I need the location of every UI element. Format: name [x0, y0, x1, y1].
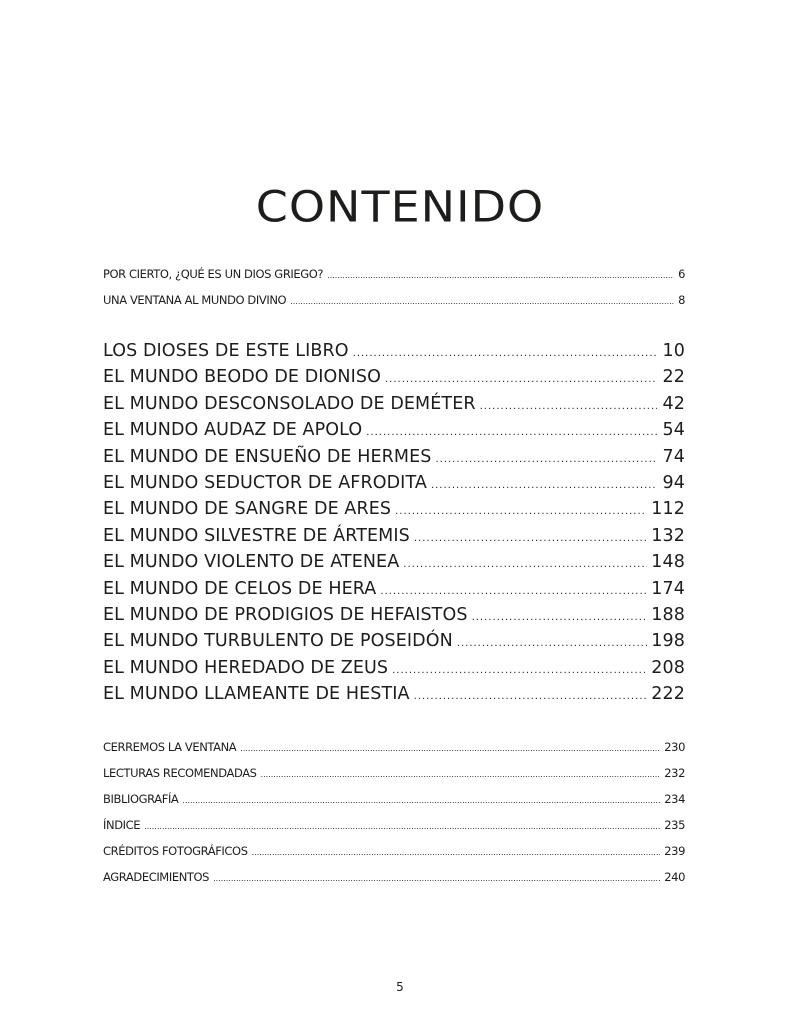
toc-entry-title: EL MUNDO DE ENSUEÑO DE HERMES — [103, 446, 432, 467]
toc-entry-page: 10 — [662, 341, 685, 361]
dot-leader — [395, 499, 647, 525]
dot-leader — [290, 289, 674, 315]
toc-entry-title: EL MUNDO LLAMEANTE DE HESTIA — [103, 684, 410, 705]
toc-entry-page: 6 — [678, 267, 685, 281]
toc-entry-page: 8 — [678, 293, 685, 307]
toc-entry — [103, 523, 685, 549]
toc-entry-title: EL MUNDO VIOLENTO DE ATENEA — [103, 552, 400, 573]
toc-entry-title: AGRADECIMIENTOS — [103, 870, 210, 884]
toc-entry — [103, 496, 685, 522]
toc-entry-title: LECTURAS RECOMENDADAS — [103, 766, 257, 780]
dot-leader — [213, 866, 660, 892]
toc-entry — [103, 364, 685, 390]
toc-entry — [103, 261, 685, 287]
toc-entry — [103, 786, 685, 812]
toc-entry-title: EL MUNDO HEREDADO DE ZEUS — [103, 657, 389, 678]
toc-entry-page: 234 — [664, 792, 685, 806]
dot-leader — [392, 658, 647, 684]
toc-entry-page: 74 — [662, 446, 685, 467]
dot-leader — [403, 552, 647, 578]
dot-leader — [182, 788, 660, 814]
dot-leader — [353, 341, 657, 367]
toc-entry — [103, 812, 685, 838]
toc-entry-title: ÍNDICE — [103, 818, 141, 832]
toc-entry-title: EL MUNDO DE PRODIGIOS DE HEFAISTOS — [103, 604, 468, 625]
toc-entry-title: CERREMOS LA VENTANA — [103, 740, 237, 754]
toc-entry-title: EL MUNDO AUDAZ DE APOLO — [103, 420, 363, 441]
dot-leader — [480, 394, 657, 420]
toc-entry — [103, 734, 685, 760]
dot-leader — [431, 473, 657, 499]
toc-entry — [103, 549, 685, 575]
toc-entry-title: UNA VENTANA AL MUNDO DIVINO — [103, 293, 287, 307]
toc-entry-page: 54 — [662, 420, 685, 441]
toc-entry-title: POR CIERTO, ¿QUÉ ES UN DIOS GRIEGO? — [103, 267, 324, 281]
dot-leader — [261, 762, 661, 788]
toc-entry — [103, 864, 685, 890]
page-number: 5 — [396, 980, 404, 994]
dot-leader — [457, 631, 648, 657]
toc-entry — [103, 760, 685, 786]
toc-entry-title: EL MUNDO SILVESTRE DE ÁRTEMIS — [103, 525, 410, 546]
toc-entry — [103, 444, 685, 470]
toc-entry-page: 132 — [651, 525, 685, 546]
toc-main-section — [103, 338, 685, 707]
dot-leader — [252, 840, 661, 866]
toc-entry-title: EL MUNDO BEODO DE DIONISO — [103, 367, 381, 388]
toc-back-section — [103, 734, 685, 890]
dot-leader — [435, 447, 657, 473]
toc-entry-page: 239 — [664, 844, 685, 858]
toc-entry-page: 188 — [651, 604, 685, 625]
toc-entry — [103, 576, 685, 602]
toc-entry-page: 198 — [651, 631, 685, 652]
toc-entry-title: EL MUNDO DESCONSOLADO DE DEMÉTER — [103, 393, 476, 414]
toc-entry — [103, 681, 685, 707]
toc-entry-title: LOS DIOSES DE ESTE LIBRO — [103, 341, 349, 361]
toc-entry-page: 230 — [664, 740, 685, 754]
toc-entry — [103, 417, 685, 443]
toc-entry — [103, 470, 685, 496]
toc-entry-page: 112 — [651, 499, 685, 520]
toc-entry — [103, 287, 685, 313]
dot-leader — [240, 736, 660, 762]
dot-leader — [414, 684, 648, 710]
toc-entry — [103, 602, 685, 628]
toc-entry-page: 232 — [664, 766, 685, 780]
dot-leader — [472, 605, 648, 631]
toc-entry — [103, 391, 685, 417]
toc-entry-page: 240 — [664, 870, 685, 884]
toc-entry-title: EL MUNDO DE CELOS DE HERA — [103, 578, 377, 599]
toc-entry-title: CRÉDITOS FOTOGRÁFICOS — [103, 844, 248, 858]
toc-entry-title: EL MUNDO DE SANGRE DE ARES — [103, 499, 392, 520]
toc-entry-page: 42 — [662, 393, 685, 414]
toc-entry-page: 235 — [664, 818, 685, 832]
toc-entry — [103, 338, 685, 364]
dot-leader — [414, 526, 647, 552]
toc-entry-title: BIBLIOGRAFÍA — [103, 792, 179, 806]
toc-intro-section — [103, 261, 685, 313]
toc-entry-page: 208 — [651, 657, 685, 678]
dot-leader — [144, 814, 660, 840]
page-title: CONTENIDO — [255, 181, 545, 232]
toc-entry-title: EL MUNDO SEDUCTOR DE AFRODITA — [103, 472, 427, 493]
toc-entry-page: 148 — [651, 552, 685, 573]
toc-entry — [103, 655, 685, 681]
toc-entry-page: 94 — [662, 472, 685, 493]
dot-leader — [327, 263, 674, 289]
toc-entry — [103, 628, 685, 654]
toc-entry-page: 222 — [651, 684, 685, 705]
toc-entry-page: 22 — [662, 367, 685, 388]
toc-entry-title: EL MUNDO TURBULENTO DE POSEIDÓN — [103, 631, 453, 652]
toc-entry-page: 174 — [651, 578, 685, 599]
toc-entry — [103, 838, 685, 864]
